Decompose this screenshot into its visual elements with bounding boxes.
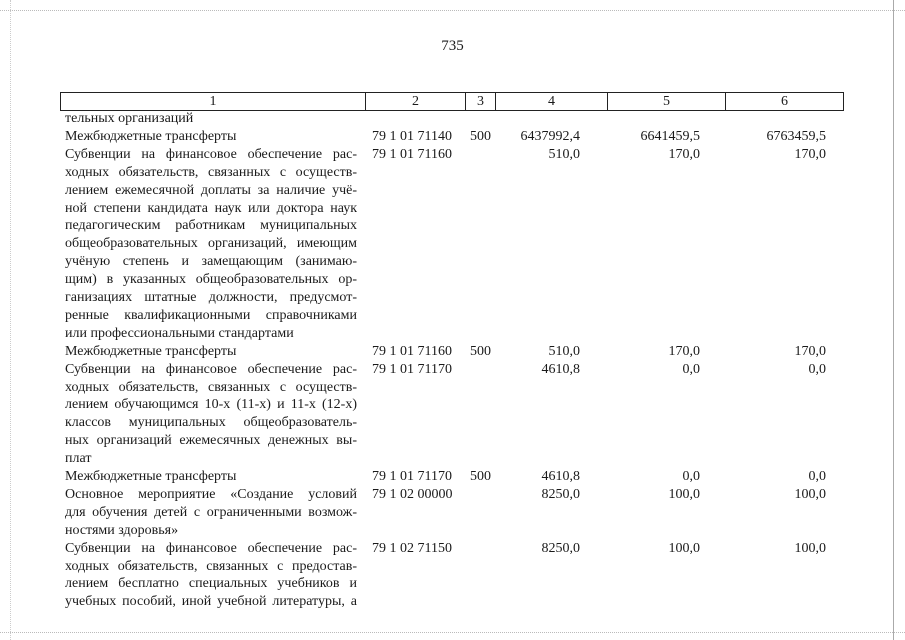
row-value-col5: 170,0 xyxy=(668,343,700,359)
page-number: 735 xyxy=(441,38,464,54)
row-description: тельных организаций xyxy=(65,111,194,126)
row-description: ганизациях штатные должности, предусмот- xyxy=(65,290,357,305)
row-description: учёную степень и замещающим (занимаю- xyxy=(65,254,357,270)
column-header-3: 3 xyxy=(466,93,496,111)
row-value-col4: 6437992,4 xyxy=(520,128,580,144)
row-value-col4: 4610,8 xyxy=(541,361,580,377)
row-value-col5: 6641459,5 xyxy=(640,128,700,144)
row-description: щим) в указанных общеобразовательных ор- xyxy=(65,272,357,288)
column-header-table xyxy=(60,92,844,111)
row-value-col5: 170,0 xyxy=(668,146,700,162)
row-description: Субвенции на финансовое обеспечение рас- xyxy=(65,540,357,556)
row-description: ходных обязательств, связанных с осуществ- xyxy=(65,164,357,180)
scan-edge-bottom xyxy=(0,632,905,634)
column-header-4: 4 xyxy=(496,93,608,111)
row-value-col5: 100,0 xyxy=(668,486,700,502)
row-description: плат xyxy=(65,451,92,467)
row-value-col5: 100,0 xyxy=(668,540,700,556)
row-value-col6: 0,0 xyxy=(808,469,826,484)
row-description: Межбюджетные трансферты xyxy=(65,469,237,484)
row-description: Субвенции на финансовое обеспечение рас- xyxy=(65,361,357,377)
row-code: 79 1 02 00000 xyxy=(372,486,453,502)
row-expense-type: 500 xyxy=(470,128,491,144)
row-expense-type: 500 xyxy=(470,343,491,359)
row-description: ных организаций ежемесячных денежных вы- xyxy=(65,433,357,449)
row-description: Межбюджетные трансферты xyxy=(65,343,237,359)
row-value-col4: 4610,8 xyxy=(541,469,580,484)
column-header-6: 6 xyxy=(726,93,844,111)
row-expense-type: 500 xyxy=(470,469,491,484)
scan-edge-left xyxy=(10,0,12,640)
column-header-2: 2 xyxy=(366,93,466,111)
row-description: Субвенции на финансовое обеспечение рас- xyxy=(65,146,357,162)
row-description: общеобразовательных организаций, имеющим xyxy=(65,236,357,252)
row-description: учебных пособий, иной учебной литературы, а xyxy=(65,594,357,610)
row-description: для обучения детей с ограниченными возмож- xyxy=(65,504,357,520)
row-code: 79 1 02 71150 xyxy=(372,540,452,556)
row-description: или профессиональными стандартами xyxy=(65,325,294,341)
row-value-col6: 170,0 xyxy=(794,343,826,359)
row-description: ходных обязательств, связанных с предостав- xyxy=(65,558,357,574)
column-header-5: 5 xyxy=(608,93,726,111)
row-code: 79 1 01 71160 xyxy=(372,146,452,162)
row-description: ной степени кандидата наук или доктора наук xyxy=(65,200,357,216)
row-description: лением обучающимся 10-х (11-х) и 11-х (12-х) xyxy=(65,397,357,413)
row-value-col5: 0,0 xyxy=(682,469,700,484)
row-description: ходных обязательств, связанных с осуществ- xyxy=(65,379,357,395)
row-description: классов муниципальных общеобразователь- xyxy=(65,415,357,431)
row-value-col4: 8250,0 xyxy=(541,540,580,556)
row-description: Межбюджетные трансферты xyxy=(65,128,237,144)
row-value-col5: 0,0 xyxy=(682,361,700,377)
row-value-col4: 510,0 xyxy=(548,146,580,162)
row-description: Основное мероприятие «Создание условий xyxy=(65,486,357,502)
column-header-row xyxy=(61,93,844,111)
row-description: лением бесплатно специальных учебников и xyxy=(65,576,357,592)
scan-edge-top xyxy=(0,10,905,12)
row-value-col4: 8250,0 xyxy=(541,486,580,502)
row-code: 79 1 01 71170 xyxy=(372,469,452,484)
column-header-1: 1 xyxy=(61,93,366,111)
row-code: 79 1 01 71140 xyxy=(372,128,452,144)
row-code: 79 1 01 71160 xyxy=(372,343,452,359)
row-value-col6: 6763459,5 xyxy=(766,128,826,144)
row-value-col6: 0,0 xyxy=(808,361,826,377)
row-value-col6: 100,0 xyxy=(794,486,826,502)
row-code: 79 1 01 71170 xyxy=(372,361,452,377)
row-value-col6: 170,0 xyxy=(794,146,826,162)
row-description: педагогическим работникам муниципальных xyxy=(65,218,357,234)
row-description: ренные квалификационными справочниками xyxy=(65,307,357,323)
row-value-col4: 510,0 xyxy=(548,343,580,359)
row-value-col6: 100,0 xyxy=(794,540,826,556)
scan-edge-right xyxy=(893,0,895,640)
row-description: лением ежемесячной доплаты за наличие учё- xyxy=(65,182,357,198)
row-description: ностями здоровья» xyxy=(65,522,179,538)
